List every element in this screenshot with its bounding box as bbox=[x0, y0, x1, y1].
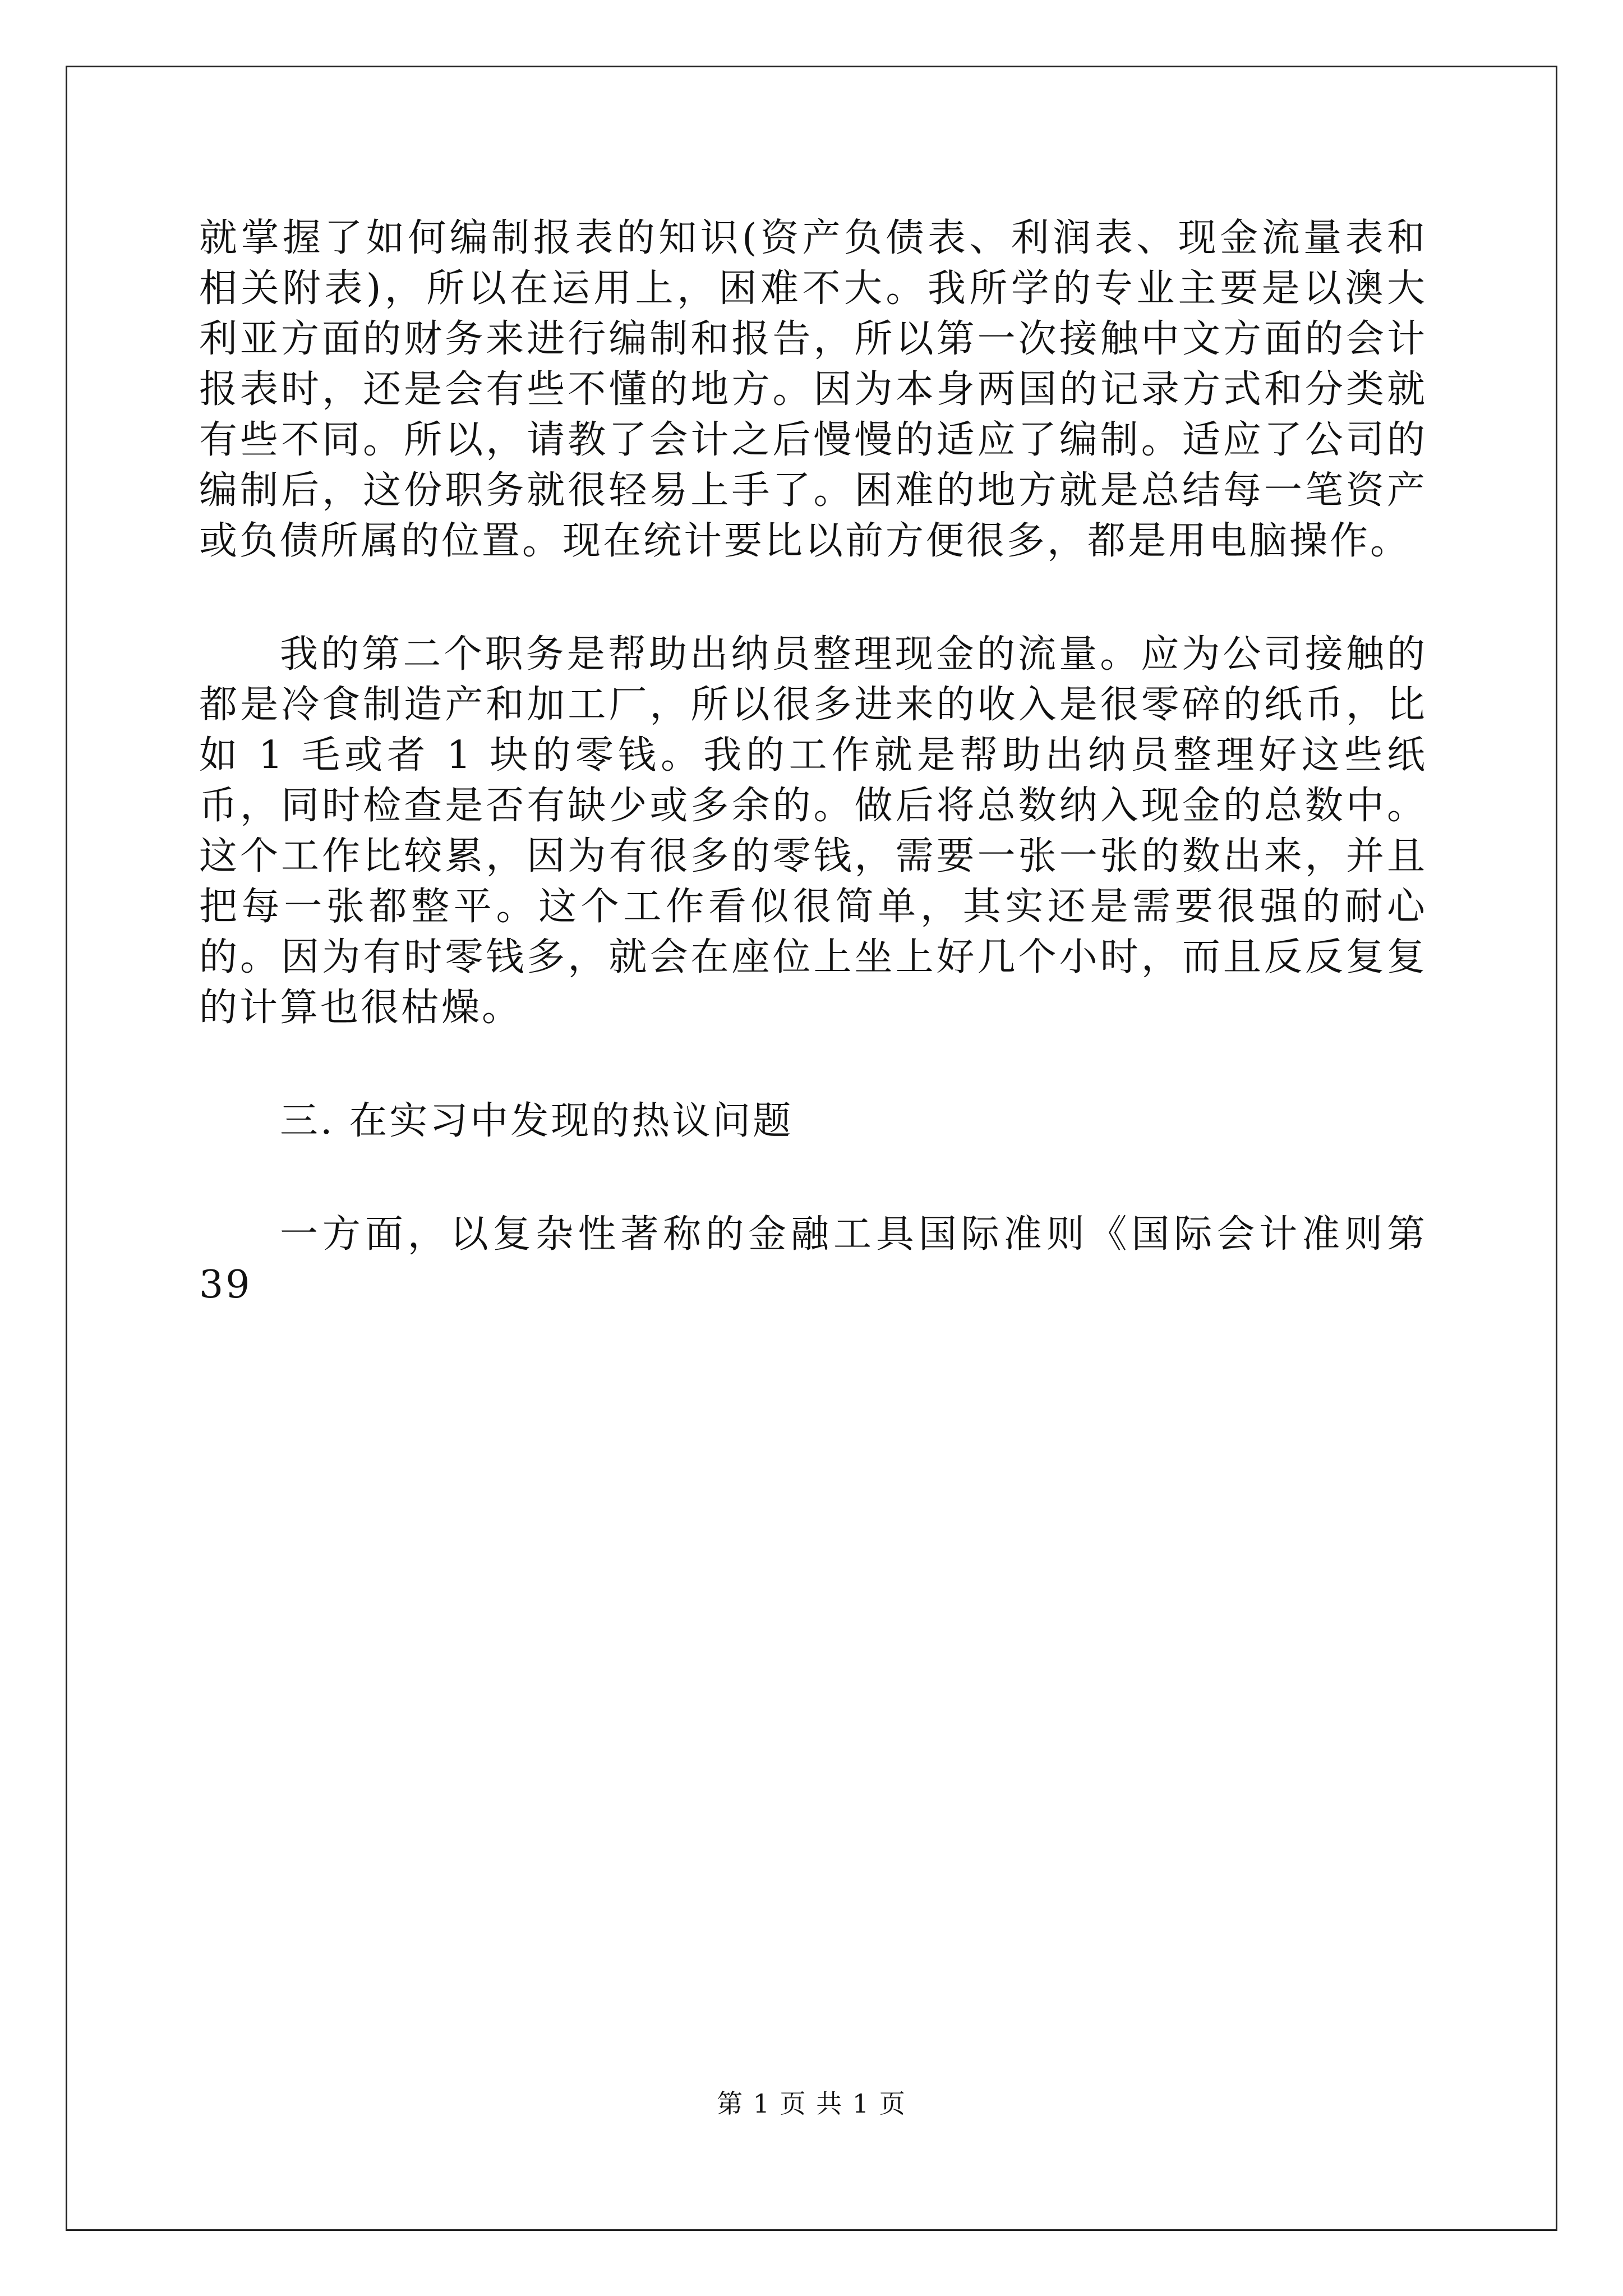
paragraph-report-compilation: 就掌握了如何编制报表的知识(资产负债表、利润表、现金流量表和相关附表)，所以在运用上，困难不大。我所学的专业主要是以澳大利亚方面的财务来进行编制和报告，所以第一次接触中文方面的会计报表时，还是会有些不懂的地方。因为本身两国的记录方式和分类就有些不同。所以，请教了会计之后慢慢的适应了编制。适应了公司的编制后，这份职务就很轻易上手了。困难的地方就是总结每一笔资产或负债所属的位置。现在统计要比以前方便很多，都是用电脑操作。 bbox=[199, 216, 1427, 563]
paragraph-financial-instruments: 一方面，以复杂性著称的金融工具国际准则《国际会计准则第 39 bbox=[199, 1212, 1427, 1307]
section-heading-issues: 三. 在实习中发现的热议问题 bbox=[280, 1099, 794, 1143]
document-body bbox=[199, 213, 1427, 1373]
page-footer: 第 1 页 共 1 页 bbox=[717, 2088, 906, 2119]
paragraph-cash-flow-duty: 我的第二个职务是帮助出纳员整理现金的流量。应为公司接触的都是冷食制造产和加工厂，所以很多进来的收入是很零碎的纸币，比如 1 毛或者 1 块的零钱。我的工作就是帮助出纳员整理好这些纸币，同时检查是否有缺少或多余的。做后将总数纳入现金的总数中。这个工作比较累，因为有很多的零钱，需要一张一张的数出来，并且把每一张都整平。这个工作看似很简单，其实还是需要很强的耐心的。因为有时零钱多，就会在座位上坐上好几个小时，而且反反复复的计算也很枯燥。 bbox=[199, 632, 1427, 1030]
